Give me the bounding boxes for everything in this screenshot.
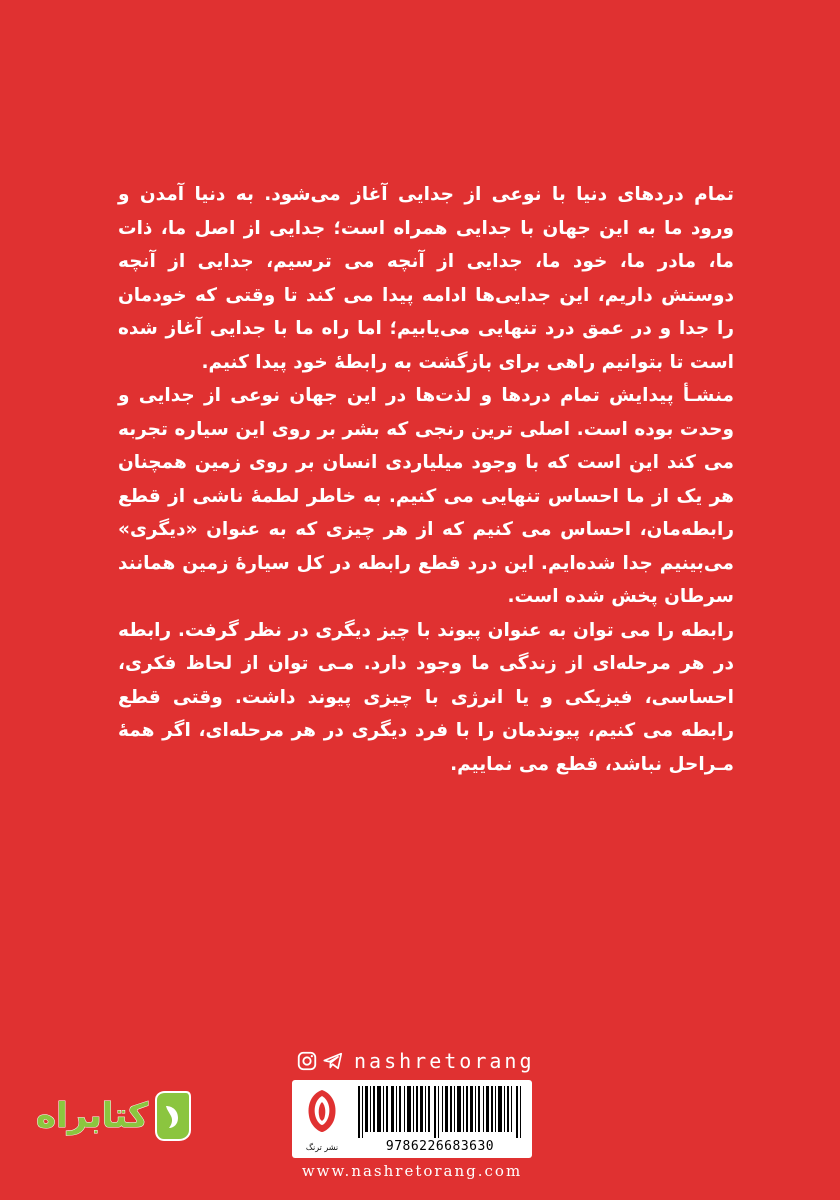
back-cover-text: [118, 178, 734, 781]
ketabrah-book-icon: [152, 1090, 192, 1142]
social-handle: nashretorang: [354, 1049, 535, 1073]
publisher-name: نشر ترنگ: [305, 1143, 339, 1152]
instagram-icon: [296, 1050, 318, 1072]
isbn-barcode: [356, 1086, 524, 1138]
social-links: [296, 1046, 535, 1076]
publisher-website[interactable]: www.nashretorang.com: [301, 1162, 523, 1180]
isbn-number: 9786226683630: [385, 1139, 495, 1154]
paragraph-2: منشـأ پیدایش تمام دردها و لذت‌ها در این جهان نوعی از جدایی و وحدت بوده است. اصلی ترین رنجی که بشر بر روی این سیاره تجربه می کند این است که با وجود میلیاردی انسان بر روی زمین همچنان هر یک از ما احساس تنهایی می کنیم. به خاطر لطمهٔ ناشی از قطع رابطه‌مان، احساس می کنیم که از هر چیزی که به عنوان «دیگری» می‌بینیم جدا شده‌ایم. این درد قطع رابطه در کل سیارهٔ زمین همانند سرطان پخش شده است.: [118, 385, 734, 607]
paragraph-1: تمام دردهای دنیا با نوعی از جدایی آغاز می‌شود. به دنیا آمدن و ورود ما به این جهان با جدایی همراه است؛ جدایی از اصل ما، ذات ما، مادر ما، خود ما، جدایی از آنچه می ترسیم، جدایی از آنچه دوستش داریم، این جدایی‌ها ادامه پیدا می کند تا وقتی که خودمان را جدا و در عمق درد تنهایی می‌یابیم؛ اما راه ما با جدایی آغاز شده است تا بتوانیم راهی برای بازگشت به رابطهٔ خود پیدا کنیم.: [118, 184, 734, 373]
ketabrah-wordmark: كتابراه: [36, 1096, 149, 1136]
paragraph-3: رابطه را می توان به عنوان پیوند با چیز دیگری در نظر گرفت. رابطه در هر مرحله‌ای از زندگی ما وجود دارد. مـی توان از لحاظ فکری، احساسی، فیزیکی و یا انرژی با چیزی پیوند داشت. وقتی قطع رابطه می کنیم، پیوندمان را با فرد دیگری در هر مرحله‌ای، اگر همهٔ مـراحل نباشد، قطع می نماییم.: [118, 619, 734, 775]
telegram-icon: [322, 1050, 344, 1072]
barcode-panel: [292, 1080, 532, 1158]
ketabrah-logo: [36, 1090, 192, 1142]
